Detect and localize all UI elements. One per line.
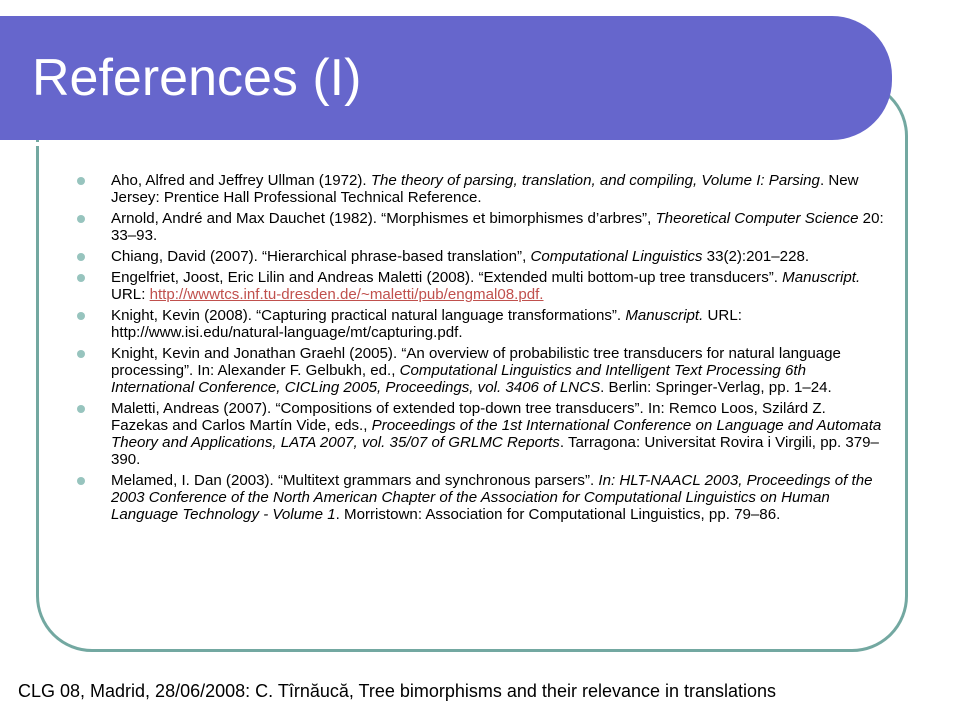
bullet-icon bbox=[77, 253, 85, 261]
reference-segment: Maletti, Andreas (2007). “Compositions of extended top-down tree transducers”. In: Remco Loos, Szilárd Z. Fazekas and Carlos Martín Vide, eds., bbox=[111, 400, 826, 434]
reference-segment: URL: bbox=[111, 286, 150, 303]
reference-italic-segment: Manuscript. bbox=[625, 307, 704, 324]
slide-title: References (I) bbox=[32, 49, 362, 107]
reference-italic-segment: Computational Linguistics bbox=[530, 248, 703, 265]
reference-italic-segment: In: HLT-NAACL 2003, Proceedings of the 2003 Conference of the North American Chapter of the Association for Computational Linguistics on Human Language Technology - Volume 1 bbox=[111, 472, 873, 523]
reference-text bbox=[111, 400, 881, 468]
reference-item bbox=[77, 269, 887, 303]
reference-segment: . Morristown: Association for Computational Linguistics, pp. 79–86. bbox=[335, 506, 781, 523]
reference-item bbox=[77, 210, 887, 244]
bullet-icon bbox=[77, 177, 85, 185]
reference-list bbox=[77, 172, 887, 527]
bullet-icon bbox=[77, 215, 85, 223]
reference-text bbox=[111, 269, 860, 303]
reference-segment: URL: http://www.isi.edu/natural-language/mt/capturing.pdf. bbox=[111, 307, 742, 341]
reference-item bbox=[77, 400, 887, 468]
title-bar bbox=[0, 16, 892, 140]
reference-segment: Knight, Kevin (2008). “Capturing practical natural language transformations”. bbox=[111, 307, 626, 324]
reference-segment: Knight, Kevin and Jonathan Graehl (2005). “An overview of probabilistic tree transducers for natural language processing”. In: Alexander F. Gelbukh, ed., bbox=[111, 345, 841, 379]
reference-segment: Engelfriet, Joost, Eric Lilin and Andreas Maletti (2008). “Extended multi bottom-up tree transducers”. bbox=[111, 269, 783, 286]
reference-italic-segment: Proceedings of the 1st International Conference on Language and Automata Theory and Applications, LATA 2007, vol. 35/07 of GRLMC Reports bbox=[111, 417, 882, 451]
reference-text bbox=[111, 210, 884, 244]
reference-italic-segment: The theory of parsing, translation, and compiling, Volume I: Parsing bbox=[370, 172, 820, 189]
reference-segment: Aho, Alfred and Jeffrey Ullman (1972). bbox=[111, 172, 371, 189]
reference-italic-segment: Manuscript. bbox=[782, 269, 861, 286]
bullet-icon bbox=[77, 405, 85, 413]
reference-text bbox=[111, 248, 809, 265]
reference-segment: 20: 33–93. bbox=[111, 210, 884, 244]
reference-italic-segment: Computational Linguistics and Intelligent Text Processing 6th International Conference, CICLing 2005, Proceedings, vol. 3406 of LNCS bbox=[111, 362, 806, 396]
reference-segment: . Berlin: Springer-Verlag, pp. 1–24. bbox=[600, 379, 832, 396]
reference-segment: Arnold, André and Max Dauchet (1982). “Morphismes et bimorphismes d’arbres”, bbox=[111, 210, 656, 227]
bullet-icon bbox=[77, 350, 85, 358]
reference-item bbox=[77, 248, 887, 265]
bullet-icon bbox=[77, 274, 85, 282]
reference-text bbox=[111, 345, 841, 396]
reference-item bbox=[77, 345, 887, 396]
reference-italic-segment: Theoretical Computer Science bbox=[655, 210, 859, 227]
reference-item bbox=[77, 472, 887, 523]
bullet-icon bbox=[77, 477, 85, 485]
title-underline bbox=[36, 142, 848, 146]
reference-text bbox=[111, 307, 742, 341]
reference-item bbox=[77, 172, 887, 206]
reference-url-link[interactable]: http://wwwtcs.inf.tu-dresden.de/~maletti/pub/engmal08.pdf. bbox=[149, 286, 544, 303]
bullet-icon bbox=[77, 312, 85, 320]
reference-segment: . Tarragona: Universitat Rovira i Virgili, pp. 379–390. bbox=[111, 434, 879, 468]
reference-segment: 33(2):201–228. bbox=[702, 248, 810, 265]
reference-text bbox=[111, 172, 859, 206]
reference-segment: . New Jersey: Prentice Hall Professional Technical Reference. bbox=[111, 172, 859, 206]
reference-segment: Melamed, I. Dan (2003). “Multitext grammars and synchronous parsers”. bbox=[111, 472, 599, 489]
slide-footer: CLG 08, Madrid, 28/06/2008: C. Tîrnăucă, Tree bimorphisms and their relevance in translations bbox=[18, 681, 777, 701]
reference-segment: Chiang, David (2007). “Hierarchical phrase-based translation”, bbox=[111, 248, 531, 265]
reference-item bbox=[77, 307, 887, 341]
reference-text bbox=[111, 472, 872, 523]
